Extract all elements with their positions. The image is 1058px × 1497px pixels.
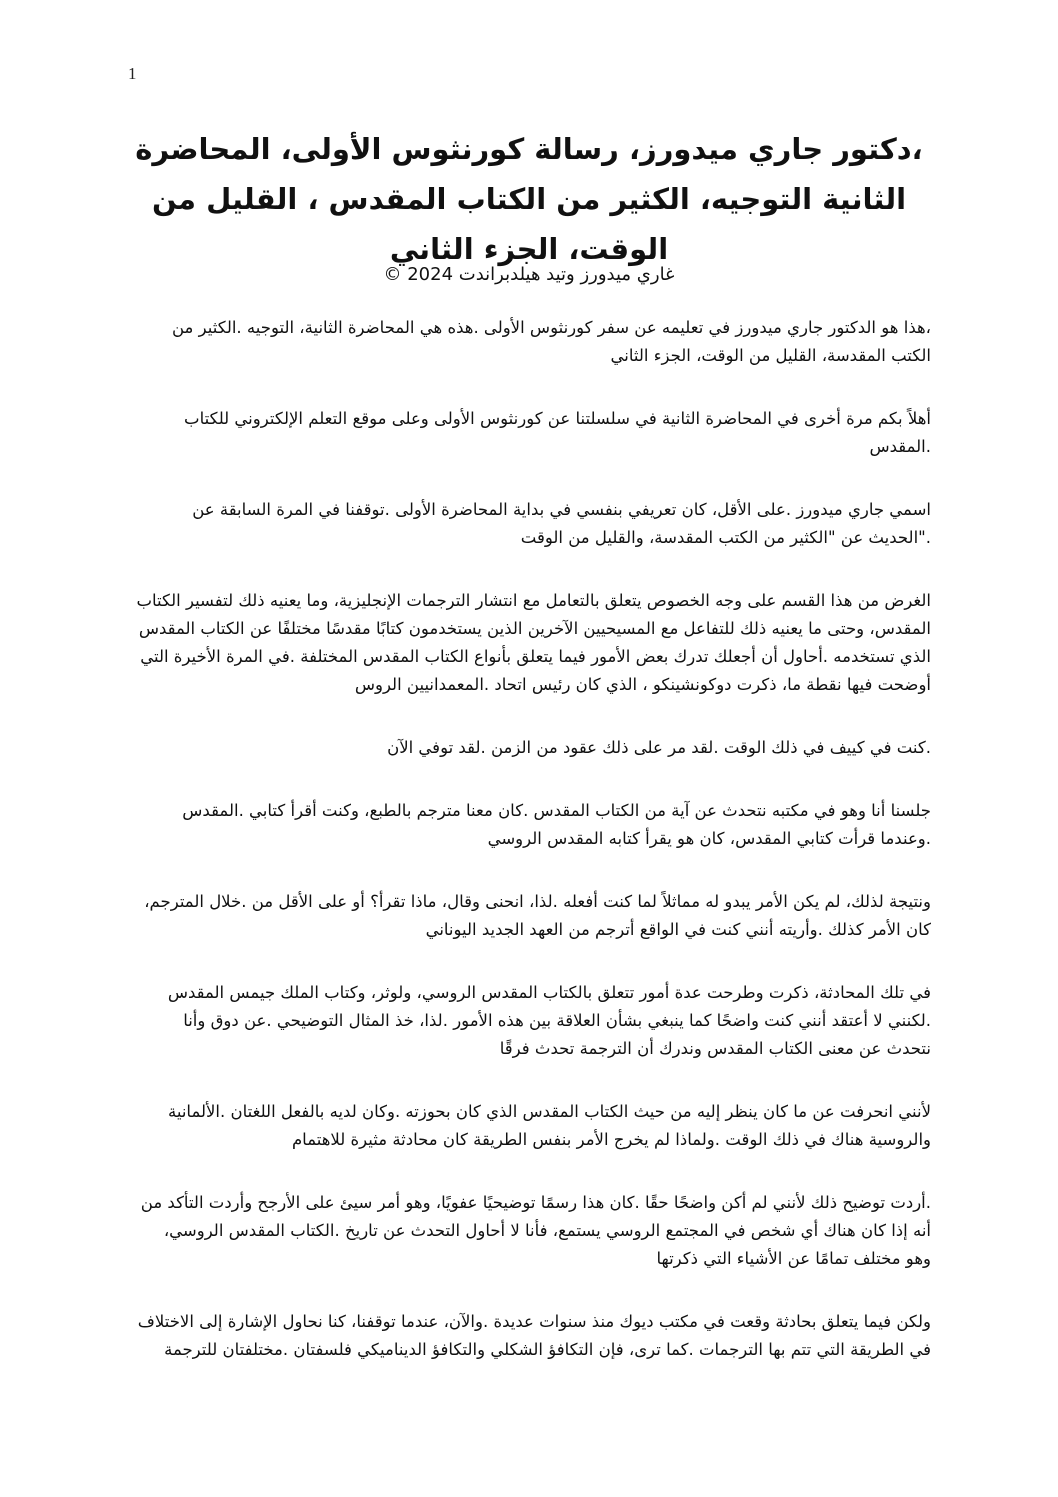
paragraph: اسمي جاري ميدورز .على الأقل، كان تعريفي بنفسي في بداية المحاضرة الأولى .توقفنا في المرة السابقة عن ."الحديث عن "الكثير من الكتب المقدسة، والقليل من الوقت (192, 500, 931, 547)
paragraph: .أردت توضيح ذلك لأنني لم أكن واضحًا حقًا .كان هذا رسمًا توضيحيًا عفويًا، وهو أمر سيئ على الأرجح وأردت التأكد من أنه إذا كان هناك أي شخص في المجتمع الروسي يستمع، فأنا لا أحاول التحدث عن تاريخ .الكتاب المقدس الروسي، وهو مختلف تمامًا عن الأشياء التي ذكرتها (140, 1193, 931, 1268)
paragraph: لأنني انحرفت عن ما كان ينظر إليه من حيث الكتاب المقدس الذي كان بحوزته .وكان لديه بالفعل اللغتان .الألمانية والروسية هناك في ذلك الوقت .ولماذا لم يخرج الأمر بنفس الطريقة كان محادثة مثيرة للاهتمام (168, 1102, 931, 1149)
paragraph: ولكن فيما يتعلق بحادثة وقعت في مكتب ديوك منذ سنوات عديدة .والآن، عندما توقفنا، كنا نحاول الإشارة إلى الاختلاف في الطريقة التي تتم بها الترجمات .كما ترى، فإن التكافؤ الشكلي والتكافؤ الديناميكي فلسفتان .مختلفتان للترجمة (137, 1312, 931, 1359)
paragraph: ونتيجة لذلك، لم يكن الأمر يبدو له مماثلاً لما كنت أفعله .لذا، انحنى وقال، ماذا تقرأ؟ أو على الأقل من .خلال المترجم، كان الأمر كذلك .وأريته أنني كنت في الواقع أترجم من العهد الجديد اليوناني (144, 892, 931, 939)
document-title: ،دكتور جاري ميدورز، رسالة كورنثوس الأولى، المحاضرة الثانية التوجيه، الكثير من الكتاب المقدس ، القليل من الوقت، الجزء الثاني (135, 132, 923, 266)
document-body (135, 314, 931, 1399)
paragraph: في تلك المحادثة، ذكرت وطرحت عدة أمور تتعلق بالكتاب المقدس الروسي، ولوثر، وكتاب الملك جيمس المقدس .لكنني لا أعتقد أنني كنت واضحًا كما ينبغي بشأن العلاقة بين هذه الأمور .لذا، خذ المثال التوضيحي .عن دوق وأنا نتحدث عن معنى الكتاب المقدس وندرك أن الترجمة تحدث فرقًا (167, 983, 931, 1058)
page-number: 1 (128, 64, 137, 83)
paragraph: ،هذا هو الدكتور جاري ميدورز في تعليمه عن سفر كورنثوس الأولى .هذه هي المحاضرة الثانية، التوجيه .الكثير من الكتب المقدسة، القليل من الوقت، الجزء الثاني (172, 318, 931, 365)
paragraph: الغرض من هذا القسم على وجه الخصوص يتعلق بالتعامل مع انتشار الترجمات الإنجليزية، وما يعنيه ذلك لتفسير الكتاب المقدس، وحتى ما يعنيه ذلك للتفاعل مع المسيحيين الآخرين الذين يستخدمون كتابًا مقدسًا مختلفًا عن الكتاب المقدس الذي تستخدمه .أحاول أن أجعلك تدرك بعض الأمور فيما يتعلق بأنواع الكتاب المقدس المختلفة .في المرة الأخيرة التي أوضحت فيها نقطة ما، ذكرت دوكونشينكو ، الذي كان رئيس اتحاد .المعمدانيين الروس (136, 591, 931, 694)
paragraph: .كنت في كييف في ذلك الوقت .لقد مر على ذلك عقود من الزمن .لقد توفي الآن (387, 738, 931, 757)
paragraph: أهلاً بكم مرة أخرى في المحاضرة الثانية في سلسلتنا عن كورنثوس الأولى وعلى موقع التعلم الإلكتروني للكتاب .المقدس (184, 409, 931, 456)
copyright-line: غاري ميدورز وتيد هيلدبراندت 2024 © (383, 264, 675, 285)
paragraph: جلسنا أنا وهو في مكتبه نتحدث عن آية من الكتاب المقدس .كان معنا مترجم بالطبع، وكنت أقرأ كتابي .المقدس .وعندما قرأت كتابي المقدس، كان هو يقرأ كتابه المقدس الروسي (182, 801, 931, 848)
